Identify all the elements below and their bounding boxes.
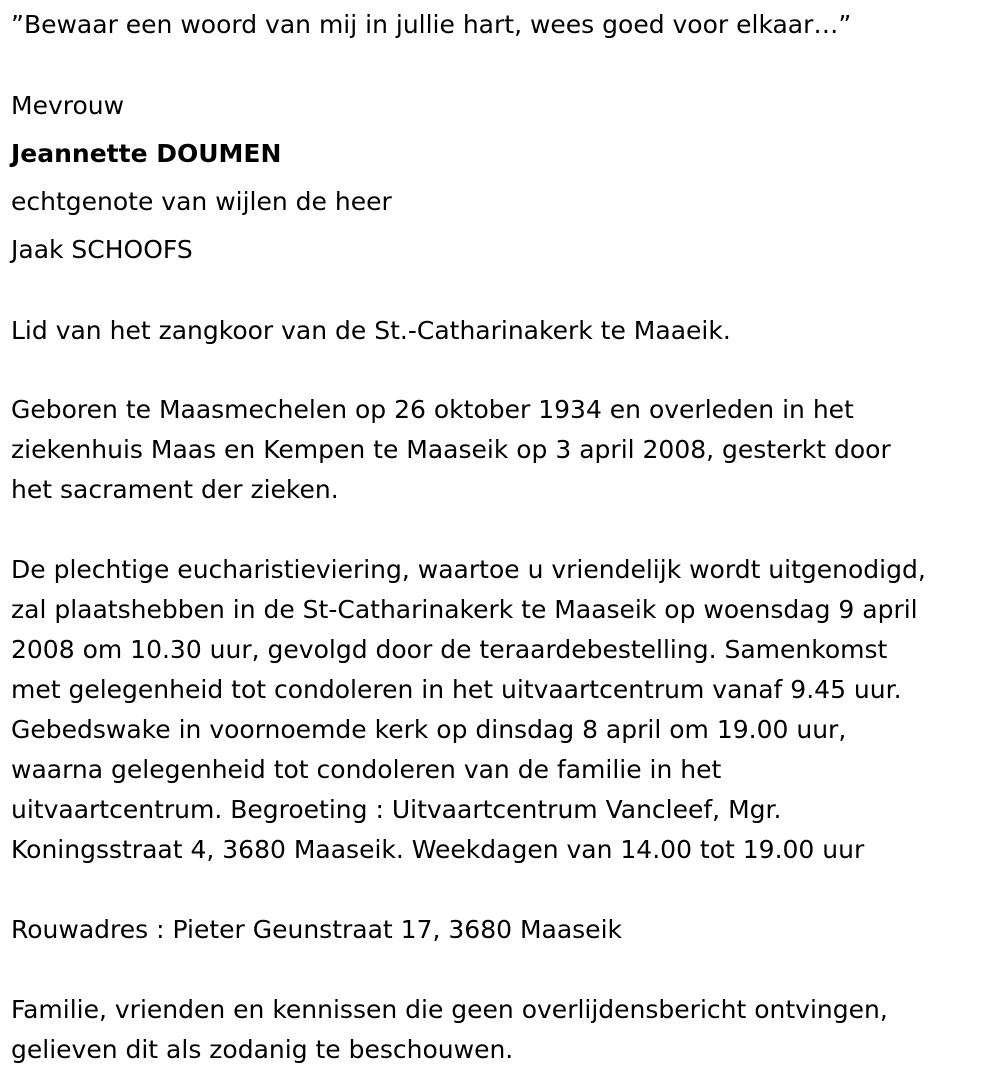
salutation: Mevrouw (11, 91, 125, 120)
relation-line: echtgenote van wijlen de heer (11, 187, 392, 216)
birth-death-paragraph (11, 390, 996, 510)
paragraph-line: Gebedswake in voornoemde kerk op dinsdag 8 april om 19.00 uur, (11, 715, 847, 744)
membership-line: Lid van het zangkoor van de St.-Catharinakerk te Maaeik. (11, 316, 731, 345)
paragraph-line: met gelegenheid tot condoleren in het uitvaartcentrum vanaf 9.45 uur. (11, 675, 902, 704)
address-line: Rouwadres : Pieter Geunstraat 17, 3680 Maaseik (11, 915, 622, 944)
ceremony-paragraph (11, 550, 996, 870)
paragraph-line: het sacrament der zieken. (11, 475, 339, 504)
paragraph-line: gelieven dit als zodanig te beschouwen. (11, 1035, 514, 1064)
quote-line: ”Bewaar een woord van mij in jullie hart, wees goed voor elkaar…” (11, 10, 852, 39)
paragraph-line: zal plaatshebben in de St-Catharinakerk te Maaseik op woensdag 9 april (11, 595, 918, 624)
paragraph-line: ziekenhuis Maas en Kempen te Maaseik op 3 april 2008, gesterkt door (11, 435, 891, 464)
deceased-name: Jeannette DOUMEN (11, 139, 282, 168)
paragraph-line: uitvaartcentrum. Begroeting : Uitvaartcentrum Vancleef, Mgr. (11, 795, 782, 824)
spouse-name: Jaak SCHOOFS (11, 235, 193, 264)
paragraph-line: Geboren te Maasmechelen op 26 oktober 1934 en overleden in het (11, 395, 854, 424)
paragraph-line: waarna gelegenheid tot condoleren van de familie in het (11, 755, 722, 784)
paragraph-line: Familie, vrienden en kennissen die geen overlijdensbericht ontvingen, (11, 995, 888, 1024)
paragraph-line: Koningsstraat 4, 3680 Maaseik. Weekdagen van 14.00 tot 19.00 uur (11, 835, 865, 864)
paragraph-line: 2008 om 10.30 uur, gevolgd door de teraardebestelling. Samenkomst (11, 635, 888, 664)
paragraph-line: De plechtige eucharistieviering, waartoe u vriendelijk wordt uitgenodigd, (11, 555, 926, 584)
closing-paragraph (11, 990, 996, 1070)
